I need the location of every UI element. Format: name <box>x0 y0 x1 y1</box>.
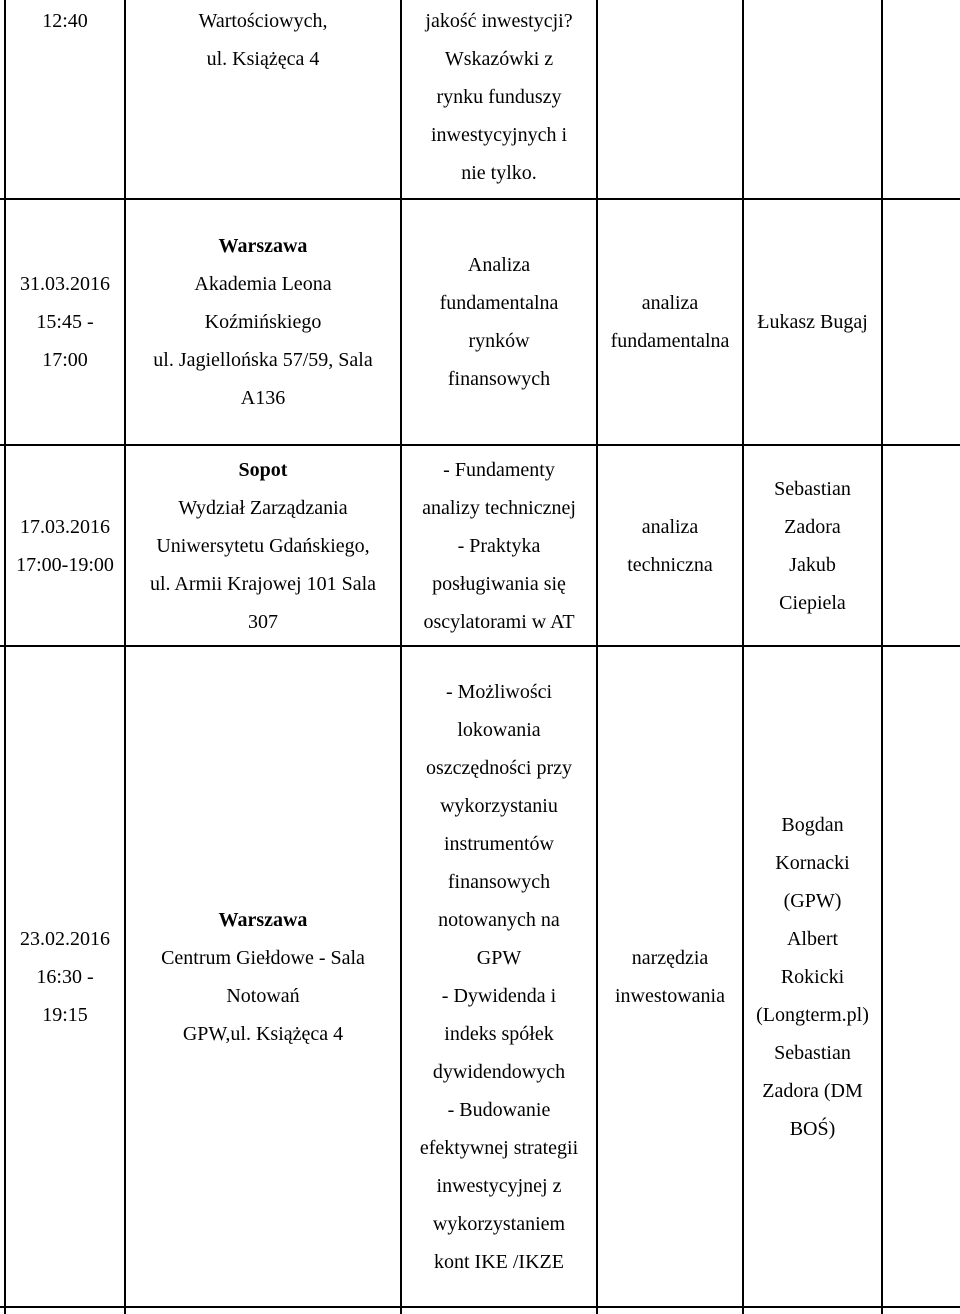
row2-date-cell <box>6 446 124 645</box>
row3-speaker-line: (GPW) <box>783 889 842 912</box>
row3-topic-line: oszczędności przy <box>425 756 573 779</box>
row3-topic-line: wykorzystaniem <box>432 1212 566 1235</box>
row3-speaker-line: BOŚ) <box>789 1117 836 1140</box>
row1-topic-line: finansowych <box>447 368 551 390</box>
row0-topic-line: inwestycyjnych i <box>430 124 568 146</box>
row1-date-cell <box>6 200 124 444</box>
row2-date-line: 17:00-19:00 <box>16 553 114 576</box>
row3-speaker-line: Rokicki <box>780 965 845 988</box>
row0-topic-line: rynku funduszy <box>436 86 562 108</box>
row0-topic-cell <box>402 2 596 198</box>
row3-speaker-line: Zadora (DM <box>762 1079 863 1102</box>
row3-topic-line: instrumentów <box>444 832 554 855</box>
row3-topic-line: lokowania <box>457 718 541 741</box>
row3-topic-line: wykorzystaniu <box>440 794 558 817</box>
row3-category-cell <box>598 647 742 1306</box>
row3-speaker-line: Kornacki <box>775 851 850 874</box>
row0-topic-line: Wskazówki z <box>444 48 554 70</box>
row2-place-line: Wydział Zarządzania <box>178 496 348 519</box>
row3-speaker-line: Albert <box>786 927 839 950</box>
row3-topic-line: dywidendowych <box>432 1060 566 1083</box>
row1-topic-cell <box>402 200 596 444</box>
row1-city: Warszawa <box>218 235 308 257</box>
row2-category-line: techniczna <box>627 553 713 576</box>
row0-topic-line: jakość inwestycji? <box>425 10 573 32</box>
row2-speaker-line: Sebastian <box>774 477 851 500</box>
row3-category-line: narzędzia <box>631 946 709 969</box>
row3-topic-line: finansowych <box>447 870 551 893</box>
row3-speaker-line: Bogdan <box>781 813 844 836</box>
row3-date-line: 16:30 - <box>36 965 94 988</box>
row2-speaker-line: Ciepiela <box>779 591 846 614</box>
row1-place-line: Koźmińskiego <box>204 311 322 333</box>
row1-topic-line: rynków <box>468 330 530 352</box>
row3-place-line: Centrum Giełdowe - Sala <box>161 946 365 969</box>
row3-speaker-line: Sebastian <box>774 1041 851 1064</box>
row1-place-cell <box>126 200 400 444</box>
row2-topic-line: oscylatorami w AT <box>423 610 575 633</box>
row3-topic-line: - Budowanie <box>447 1098 551 1121</box>
row1-category-cell <box>598 200 742 444</box>
row1-date-line: 17:00 <box>42 349 88 371</box>
row0-place-cell <box>126 2 400 198</box>
row1-topic-line: fundamentalna <box>439 292 559 314</box>
row1-place-line: A136 <box>240 387 286 409</box>
row0-date-cell <box>6 2 124 198</box>
row1-category-line: analiza <box>641 292 699 314</box>
row3-topic-line: indeks spółek <box>444 1022 554 1045</box>
row3-topic-line: inwestycyjnej z <box>436 1174 562 1197</box>
row2-speaker-line: Zadora <box>784 515 841 538</box>
row3-place-line: GPW,ul. Książęca 4 <box>182 1022 344 1045</box>
row1-category-line: fundamentalna <box>610 330 730 352</box>
row3-topic-line: GPW <box>476 946 522 969</box>
row1-topic-line: Analiza <box>467 254 531 276</box>
row3-place-line: Notowań <box>226 984 300 1007</box>
row3-topic-line: - Dywidenda i <box>441 984 557 1007</box>
row1-speakers-cell <box>744 200 881 444</box>
row2-topic-cell <box>402 446 596 645</box>
row2-date-line: 17.03.2016 <box>20 515 110 538</box>
row3-date-line: 19:15 <box>42 1003 88 1026</box>
row1-speaker-line: Łukasz Bugaj <box>757 311 868 333</box>
row2-topic-line: analizy technicznej <box>422 496 576 519</box>
row3-speakers-cell <box>744 647 881 1306</box>
row3-topic-line: notowanych na <box>438 908 560 931</box>
row2-place-line: 307 <box>248 610 278 633</box>
row3-date-line: 23.02.2016 <box>20 927 110 950</box>
row2-place-line: ul. Armii Krajowej 101 Sala <box>149 572 377 595</box>
row2-place-cell <box>126 446 400 645</box>
row1-date-line: 15:45 - <box>36 311 94 333</box>
row3-category-line: inwestowania <box>615 984 725 1007</box>
row2-city: Sopot <box>238 458 288 481</box>
row3-speaker-line: (Longterm.pl) <box>756 1003 869 1026</box>
row2-category-line: analiza <box>641 515 699 538</box>
row1-date-line: 31.03.2016 <box>20 273 110 295</box>
row-divider-4 <box>0 1306 960 1308</box>
row2-topic-line: - Fundamenty <box>443 458 555 481</box>
row2-speaker-line: Jakub <box>789 553 836 576</box>
row1-place-line: Akademia Leona <box>194 273 332 295</box>
row3-place-cell <box>126 647 400 1306</box>
row0-place-line: ul. Książęca 4 <box>206 48 320 70</box>
row0-topic-line: nie tylko. <box>461 162 537 184</box>
row3-date-cell <box>6 647 124 1306</box>
row0-date-line: 12:40 <box>42 10 88 32</box>
row2-speakers-cell <box>744 446 881 645</box>
row2-topic-line: posługiwania się <box>432 572 566 595</box>
row2-topic-line: - Praktyka <box>457 534 541 557</box>
row3-topic-line: - Możliwości <box>445 680 553 703</box>
row2-place-line: Uniwersytetu Gdańskiego, <box>156 534 370 557</box>
row3-topic-line: efektywnej strategii <box>419 1136 579 1159</box>
row3-topic-cell <box>402 647 596 1306</box>
row3-city: Warszawa <box>218 908 308 931</box>
row0-place-line: Wartościowych, <box>198 10 328 32</box>
row2-category-cell <box>598 446 742 645</box>
row1-place-line: ul. Jagiellońska 57/59, Sala <box>153 349 373 371</box>
row3-topic-line: kont IKE /IKZE <box>434 1250 564 1273</box>
